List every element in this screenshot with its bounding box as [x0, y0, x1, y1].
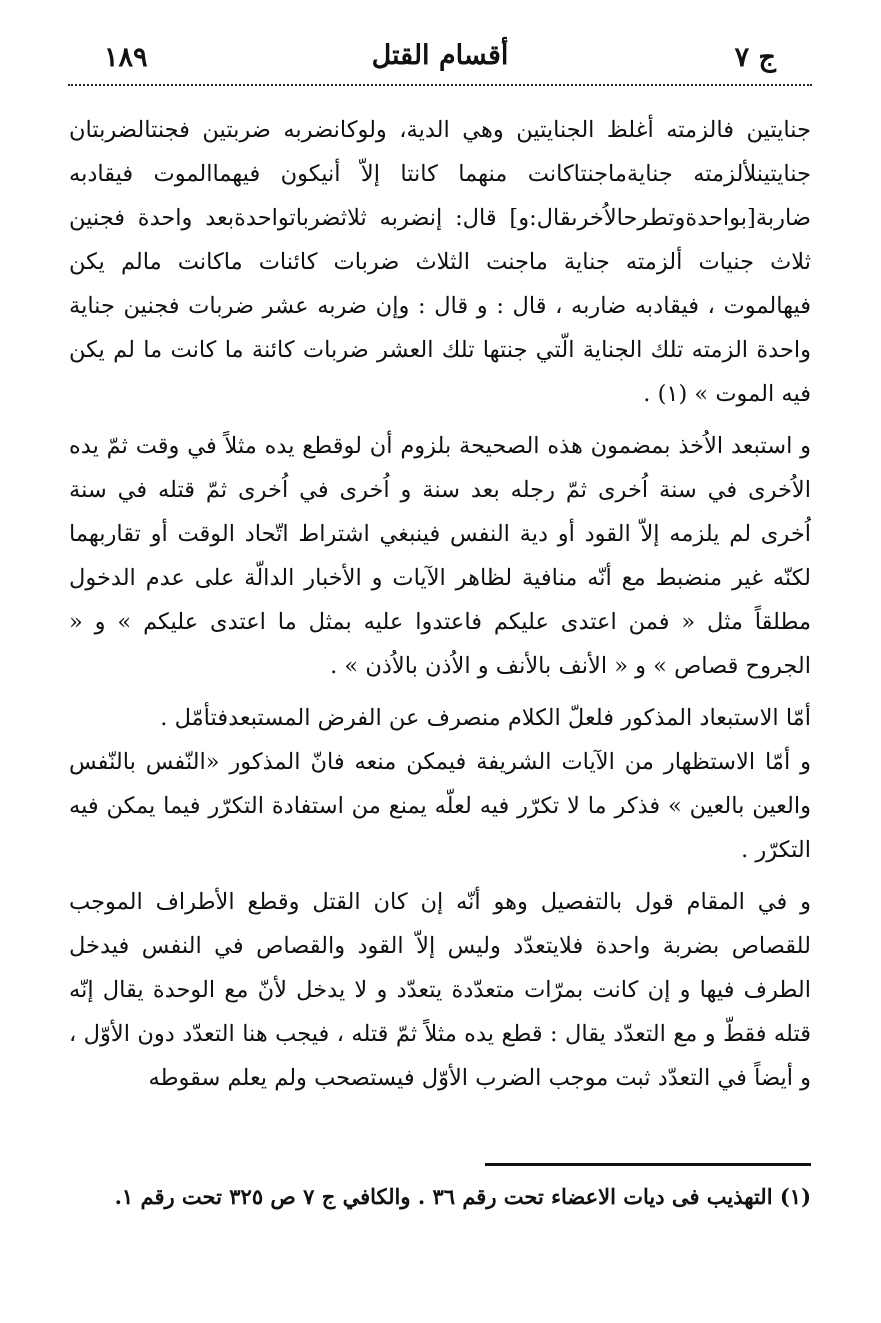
footnote-rule: [485, 1163, 811, 1166]
body-text: [69, 108, 811, 1108]
paragraph: و استبعد الاُخذ بمضمون هذه الصحيحة بلزوم أن لوقطع يده مثلاً في وقت ثمّ يده الاُخرى في سنة اُخرى ثمّ رجله بعد سنة و اُخرى في اُخرى ثمّ قتله في سنة اُخرى لم يلزمه إلاّ القود أو دية النفس فينبغي اشتراط اتّحاد الوقت أو تقاربهما لكنّه غير منضبط مع أنّه منافية لظاهر الآيات و الأخبار الدالّة على عدم الدخول مطلقاً مثل « فمن اعتدى عليكم فاعتدوا عليه بمثل ما اعتدى عليكم » و « الجروح قصاص » و « الأنف بالأنف و الاُذن بالاُذن » .: [69, 433, 811, 679]
page-number: ١٨٩: [104, 42, 148, 73]
page-header: [68, 38, 812, 84]
paragraph: و أمّا الاستظهار من الآيات الشريفة فيمكن منعه فانّ المذكور «النّفس بالنّفس والعين بالعين » فذكر ما لا تكرّر فيه لعلّه يمنع من استفادة التكرّر فيما يمكن فيه التكرّر .: [69, 749, 811, 863]
header-dotted-rule: [68, 84, 812, 86]
footnote: (١) التهذيب فى ديات الاعضاء تحت رقم ٣٦ . والكافي ج ٧ ص ٣٢٥ تحت رقم ١.: [114, 1184, 811, 1209]
paragraph: و في المقام قول بالتفصيل وهو أنّه إن كان القتل وقطع الأطراف الموجب للقصاص بضربة واحدة فلايتعدّد وليس إلاّ القود والقصاص في النفس فيدخل الطرف فيها و إن كانت بمرّات متعدّدة يتعدّد و لا يدخل لأنّ مع الوحدة يقال إنّه قتله فقطّ و مع التعدّد يقال : قطع يده مثلاً ثمّ قتله ، فيجب هنا التعدّد دون الأوّل ، و أيضاً في التعدّد ثبت موجب الضرب الأوّل فيستصحب ولم يعلم سقوطه: [69, 889, 811, 1091]
paragraph: أمّا الاستبعاد المذكور فلعلّ الكلام منصرف عن الفرض المستبعدفتأمّل .: [160, 705, 811, 731]
chapter-title: أقسام القتل: [371, 40, 509, 71]
volume-label: ج ٧: [734, 42, 776, 73]
paragraph: جنايتين فالزمته أغلظ الجنايتين وهي الدية، ولوكانضربه ضربتين فجنتالضربتان جنايتينلألزمته جنايةماجنتاكانت منهما كانتا إلاّ أنيكون فيهماالموت فيقادبه ضاربة[بواحدةوتطرحالاُخرىقال:و] قال: إنضربه ثلاثضرباتواحدةبعد واحدة فجنين ثلاث جنيات ألزمته جناية ماجنت الثلاث ضربات كائنات ماكانت مالم يكن فيهالموت ، فيقادبه ضاربه ، قال : و قال : وإن ضربه عشر ضربات فجنين جناية واحدة الزمته تلك الجناية الّتي جنتها تلك العشر ضربات كائنة ما كانت ما لم يكن فيه الموت » (١) .: [69, 117, 811, 407]
